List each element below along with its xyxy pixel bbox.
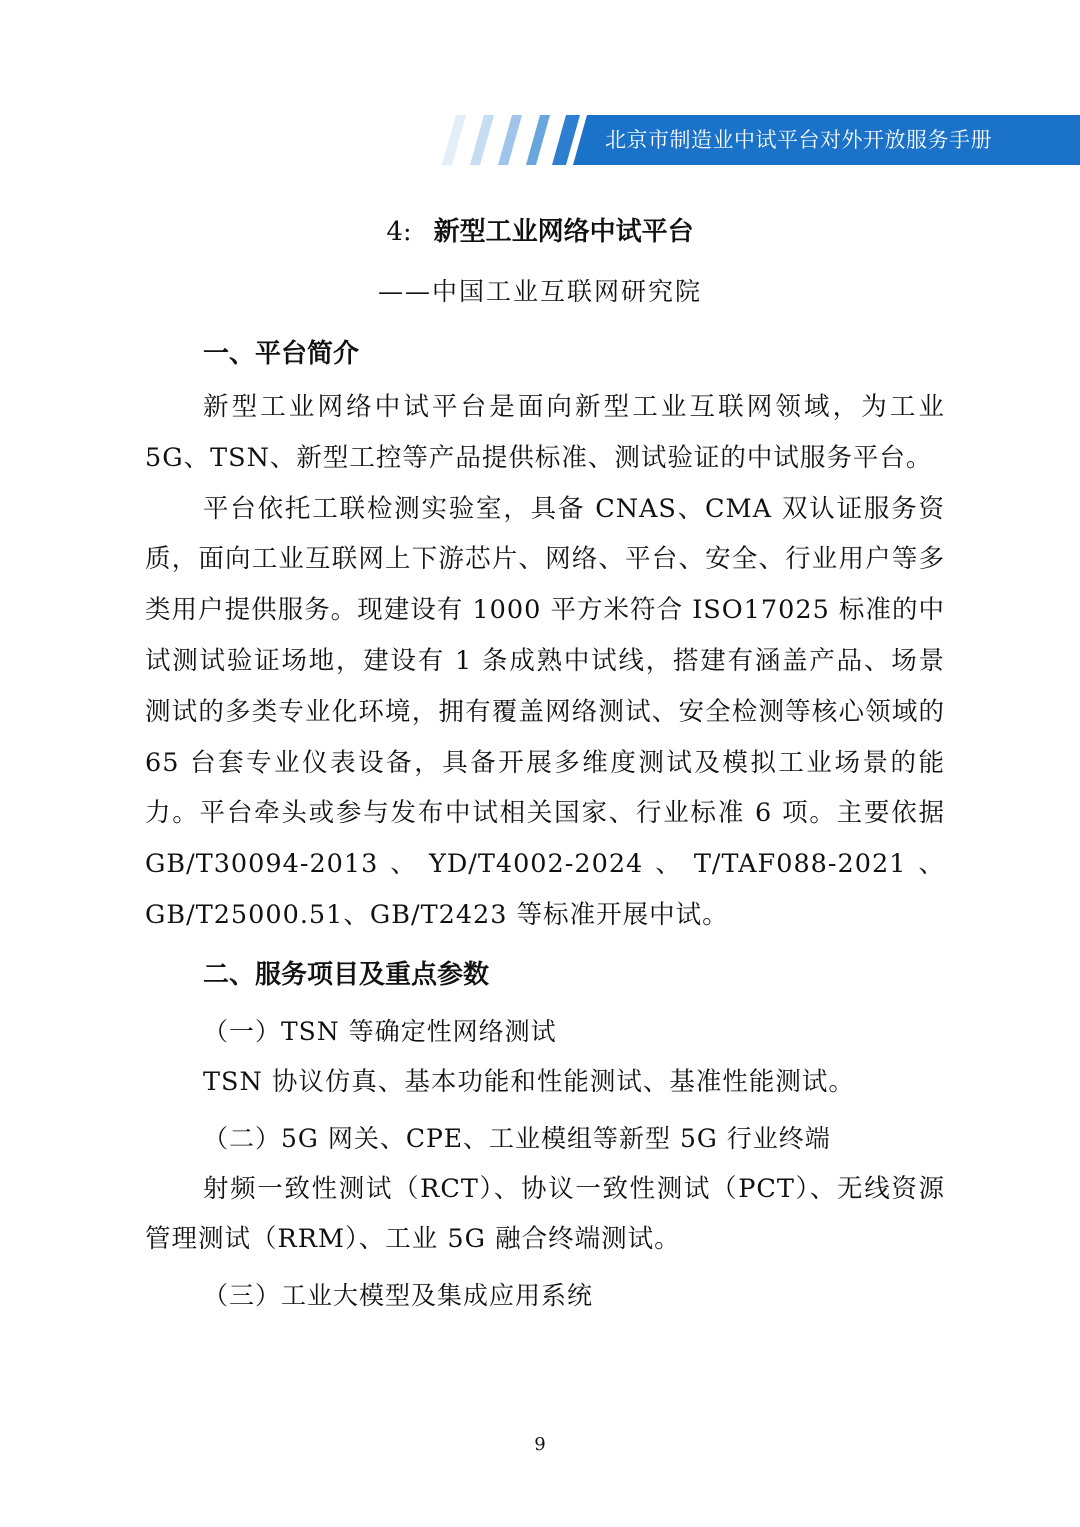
intro-paragraph-1: 新型工业网络中试平台是面向新型工业互联网领域，为工业5G、TSN、新型工控等产品提供标准、测试验证的中试服务平台。 xyxy=(145,392,945,473)
platform-number: 4: xyxy=(386,217,412,247)
platform-name: 新型工业网络中试平台 xyxy=(433,217,694,247)
stripe-3 xyxy=(498,115,522,165)
page-header xyxy=(0,115,1080,165)
platform-title xyxy=(0,212,1080,252)
stripe-4 xyxy=(526,115,550,165)
page-number: 9 xyxy=(534,1434,546,1455)
institution-subtitle: ——中国工业互联网研究院 xyxy=(377,277,702,306)
service-text-tsn: TSN 协议仿真、基本功能和性能测试、基准性能测试。 xyxy=(203,1066,855,1097)
stripe-1 xyxy=(442,115,466,165)
service-heading-ai: （三）工业大模型及集成应用系统 xyxy=(203,1281,594,1311)
decorative-stripes xyxy=(440,115,580,165)
section-heading-intro: 一、平台简介 xyxy=(203,339,360,369)
stripe-2 xyxy=(470,115,494,165)
service-heading-5g: （二）5G 网关、CPE、工业模组等新型 5G 行业终端 xyxy=(203,1123,831,1153)
service-text-5g: 射频一致性测试（RCT）、协议一致性测试（PCT）、无线资源管理测试（RRM）、工业 5G 融合终端测试。 xyxy=(145,1173,945,1255)
handbook-title: 北京市制造业中试平台对外开放服务手册 xyxy=(605,128,992,152)
service-heading-tsn: （一）TSN 等确定性网络测试 xyxy=(203,1016,557,1046)
intro-paragraph-2: 平台依托工联检测实验室，具备 CNAS、CMA 双认证服务资质，面向工业互联网上下游芯片、网络、平台、安全、行业用户等多类用户提供服务。现建设有 1000 平方米符合 ISO17025 标准的中试测试验证场地，建设有 1 条成熟中试线，搭建有涵盖产品、场景测试的多类专业化环境，拥有覆盖网络测试、安全检测等核心领域的 65 台套专业仪表设备，具备开展多维度测试及模拟工业场景的能力。平台牵头或参与发布中试相关国家、行业标准 6 项。主要依据 GB/T30094-2013、YD/T4002-2024、T/TAF088-2021、GB/T25000.51、GB/T2423 等标准开展中试。 xyxy=(145,493,945,930)
document-body xyxy=(145,330,945,1321)
section-heading-services: 二、服务项目及重点参数 xyxy=(203,959,490,990)
